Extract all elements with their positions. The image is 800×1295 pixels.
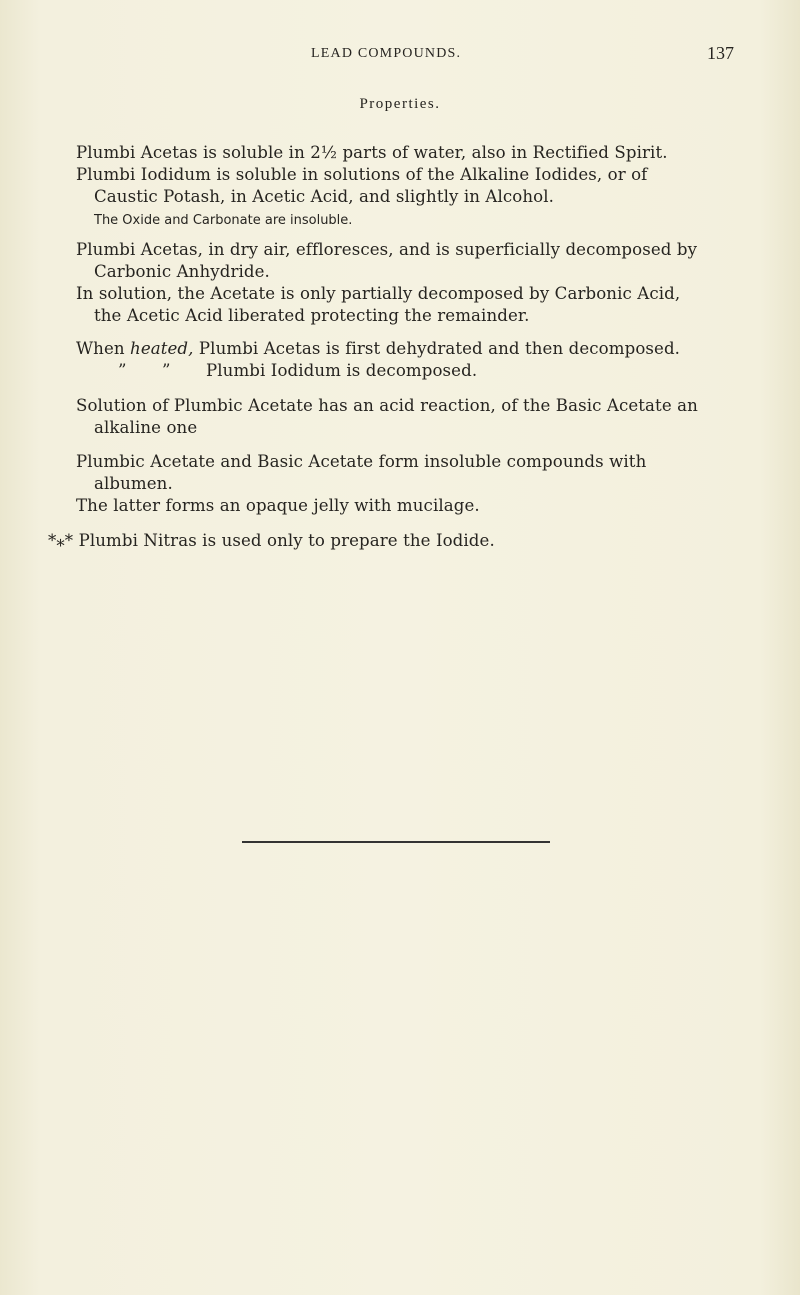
paragraph-line: [76, 339, 680, 358]
paragraph-line: alkaline one: [94, 418, 198, 437]
section-title: Properties.: [359, 96, 441, 112]
paragraph-line: Carbonic Anhydride.: [94, 262, 270, 281]
paragraph-line: In solution, the Acetate is only partially decomposed by Carbonic Acid,: [76, 284, 681, 303]
emphasis-text: heated,: [130, 339, 194, 358]
paragraph-line: Caustic Potash, in Acetic Acid, and slightly in Alcohol.: [94, 187, 555, 206]
running-header: LEAD COMPOUNDS.: [311, 46, 462, 61]
paragraph-line: Solution of Plumbic Acetate has an acid reaction, of the Basic Acetate an: [76, 396, 698, 415]
paragraph-line: albumen.: [94, 474, 173, 493]
paragraph-line: Plumbi Acetas, in dry air, effloresces, and is superficially decomposed by: [76, 240, 698, 259]
footnote-text: Plumbi Nitras is used only to prepare the Iodide.: [78, 531, 495, 550]
paragraph-line: Plumbi Iodidum is soluble in solutions of the Alkaline Iodides, or of: [76, 165, 648, 184]
line-text: Plumbi Iodidum is decomposed.: [206, 361, 478, 380]
small-note: The Oxide and Carbonate are insoluble.: [94, 213, 353, 228]
paragraph-line: The latter forms an opaque jelly with mucilage.: [76, 496, 480, 515]
section-divider: [242, 841, 550, 843]
ditto-mark: ”: [162, 361, 171, 380]
paragraph-line: [118, 361, 477, 380]
paragraph-line: Plumbi Acetas is soluble in 2½ parts of water, also in Rectified Spirit.: [76, 143, 668, 162]
page-number: 137: [707, 43, 734, 63]
paragraph-line: the Acetic Acid liberated protecting the remainder.: [94, 306, 530, 325]
line-text: Plumbi Acetas is first dehydrated and then decomposed.: [193, 339, 681, 358]
paragraph-line: Plumbic Acetate and Basic Acetate form insoluble compounds with: [76, 452, 647, 471]
line-text: When: [76, 339, 131, 358]
footnote-line: [48, 531, 495, 550]
asterism-mark: *⁎*: [48, 531, 74, 550]
ditto-mark: ”: [118, 361, 127, 380]
